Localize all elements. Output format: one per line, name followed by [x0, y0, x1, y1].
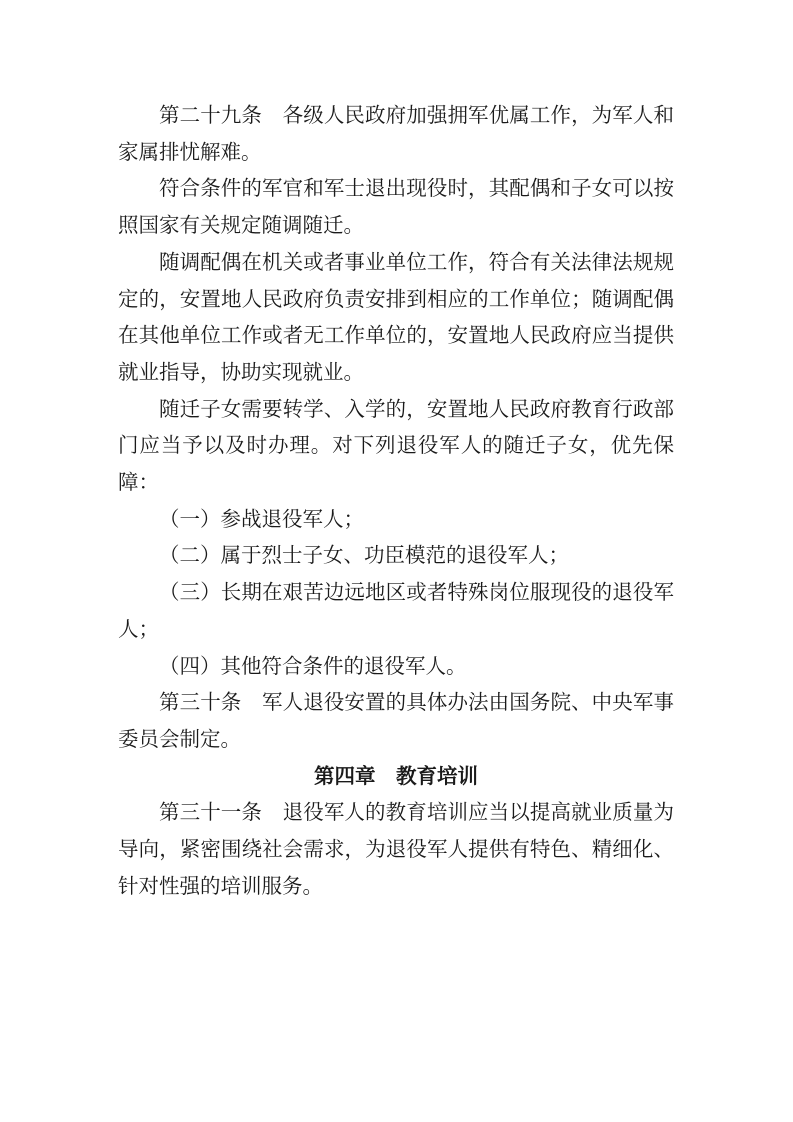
- list-item-4: （四）其他符合条件的退役军人。: [159, 653, 467, 678]
- article-29-spouse-placement-paragraph: 随调配偶在机关或者事业单位工作，符合有关法律法规规定的，安置地人民政府负责安排到相应的工作单位；随调配偶在其他单位工作或者无工作单位的，安置地人民政府应当提供就业指导，协助实现就业。: [118, 249, 674, 384]
- list-item-3: （三）长期在艰苦边远地区或者特殊岗位服现役的退役军人；: [118, 580, 674, 641]
- article-29-spouse-children-paragraph: 符合条件的军官和军士退出现役时，其配偶和子女可以按照国家有关规定随调随迁。: [118, 176, 674, 238]
- chapter-heading: 第四章 教育培训: [314, 763, 478, 788]
- article-31-paragraph: 第三十一条 退役军人的教育培训应当以提高就业质量为导向，紧密围绕社会需求，为退役军人提供有特色、精细化、针对性强的培训服务。: [118, 800, 674, 898]
- document-body: [118, 97, 674, 904]
- article-29-paragraph: 第二十九条 各级人民政府加强拥军优属工作，为军人和家属排忧解难。: [118, 103, 674, 164]
- list-item-1: （一）参战退役军人；: [159, 506, 364, 531]
- article-29-children-school-paragraph: 随迁子女需要转学、入学的，安置地人民政府教育行政部门应当予以及时办理。对下列退役军人的随迁子女，优先保障：: [118, 396, 674, 495]
- list-item-2: （二）属于烈士子女、功臣模范的退役军人；: [159, 543, 569, 568]
- article-30-paragraph: 第三十条 军人退役安置的具体办法由国务院、中央军事委员会制定。: [118, 690, 674, 751]
